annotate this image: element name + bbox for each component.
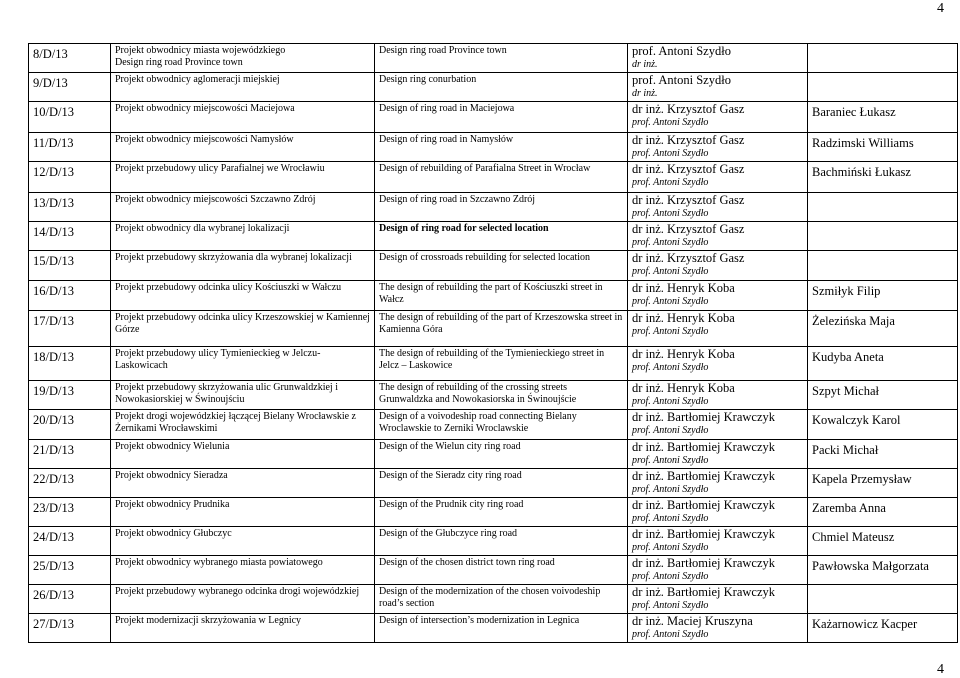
- supervisor-primary: dr inż. Bartłomiej Krawczyk: [632, 527, 776, 541]
- supervisor-primary: dr inż. Bartłomiej Krawczyk: [632, 498, 776, 512]
- table-row: [29, 193, 958, 222]
- topic-id: 12/D/13: [29, 162, 111, 193]
- topic-polish: Projekt przebudowy ulicy Tymienieckieg w Jelczu-Laskowicach: [111, 347, 375, 381]
- supervisor-secondary: prof. Antoni Szydło: [632, 208, 709, 219]
- student-name: [808, 585, 958, 614]
- topic-id: 13/D/13: [29, 193, 111, 222]
- topic-english: Design of ring road in Namysłów: [375, 133, 628, 162]
- student-name: [808, 44, 958, 73]
- supervisor-secondary: prof. Antoni Szydło: [632, 600, 709, 611]
- supervisor-primary: dr inż. Krzysztof Gasz: [632, 133, 745, 147]
- topic-english: Design of the Prudnik city ring road: [375, 498, 628, 527]
- supervisor-primary: dr inż. Henryk Koba: [632, 347, 735, 361]
- topic-english: Design of ring road for selected location: [375, 222, 628, 251]
- table-row: [29, 527, 958, 556]
- table-row: [29, 410, 958, 440]
- supervisors: [628, 410, 808, 440]
- supervisor-primary: dr inż. Bartłomiej Krawczyk: [632, 440, 776, 454]
- table-row: [29, 381, 958, 410]
- supervisor-secondary: prof. Antoni Szydło: [632, 266, 709, 277]
- supervisor-primary: dr inż. Krzysztof Gasz: [632, 251, 745, 265]
- topic-english: Design of ring road in Szczawno Zdrój: [375, 193, 628, 222]
- topic-polish: Projekt obwodnicy miejscowości Szczawno Zdrój: [111, 193, 375, 222]
- topic-english: The design of rebuilding of the crossing streets Grunwaldzka and Nowokasiorska in Świnoujście: [375, 381, 628, 410]
- supervisor-primary: dr inż. Bartłomiej Krawczyk: [632, 556, 776, 570]
- supervisor-secondary: prof. Antoni Szydło: [632, 513, 709, 524]
- table-row: [29, 222, 958, 251]
- supervisor-secondary: prof. Antoni Szydło: [632, 425, 709, 436]
- student-name: Kudyba Aneta: [808, 347, 958, 381]
- table-row: [29, 347, 958, 381]
- student-name: Szmiłyk Filip: [808, 281, 958, 311]
- topic-english: Design of the Sieradz city ring road: [375, 469, 628, 498]
- table-row: [29, 162, 958, 193]
- topic-id: 23/D/13: [29, 498, 111, 527]
- topic-polish: Projekt obwodnicy miasta wojewódzkiego Design ring road Province town: [111, 44, 375, 73]
- supervisors: [628, 193, 808, 222]
- topic-id: 20/D/13: [29, 410, 111, 440]
- topic-polish: Projekt drogi wojewódzkiej łączącej Bielany Wrocławskie z Żernikami Wrocławskimi: [111, 410, 375, 440]
- table-row: [29, 614, 958, 643]
- supervisor-primary: dr inż. Henryk Koba: [632, 311, 735, 325]
- student-name: Chmiel Mateusz: [808, 527, 958, 556]
- table-row: [29, 585, 958, 614]
- supervisors: [628, 585, 808, 614]
- table-row: [29, 556, 958, 585]
- topic-polish: Projekt przebudowy odcinka ulicy Kościuszki w Wałczu: [111, 281, 375, 311]
- supervisor-secondary: prof. Antoni Szydło: [632, 542, 709, 553]
- topic-polish: Projekt obwodnicy Głubczyc: [111, 527, 375, 556]
- supervisor-secondary: prof. Antoni Szydło: [632, 484, 709, 495]
- supervisor-secondary: prof. Antoni Szydło: [632, 326, 709, 337]
- table-row: [29, 251, 958, 281]
- table-row: [29, 281, 958, 311]
- topic-id: 15/D/13: [29, 251, 111, 281]
- table-row: [29, 133, 958, 162]
- supervisors: [628, 102, 808, 133]
- topic-english: Design of crossroads rebuilding for selected location: [375, 251, 628, 281]
- student-name: [808, 193, 958, 222]
- table-row: [29, 498, 958, 527]
- supervisor-secondary: prof. Antoni Szydło: [632, 396, 709, 407]
- table-row: [29, 440, 958, 469]
- supervisor-secondary: dr inż.: [632, 59, 658, 70]
- student-name: Kowalczyk Karol: [808, 410, 958, 440]
- topic-english: Design of the Głubczyce ring road: [375, 527, 628, 556]
- supervisor-secondary: prof. Antoni Szydło: [632, 362, 709, 373]
- supervisors: [628, 527, 808, 556]
- topic-polish: Projekt modernizacji skrzyżowania w Legnicy: [111, 614, 375, 643]
- student-name: [808, 73, 958, 102]
- student-name: Zaremba Anna: [808, 498, 958, 527]
- supervisor-primary: dr inż. Krzysztof Gasz: [632, 102, 745, 116]
- topic-english: The design of rebuilding of the Tymienieckiego street in Jelcz – Laskowice: [375, 347, 628, 381]
- supervisor-secondary: prof. Antoni Szydło: [632, 117, 709, 128]
- topic-polish: Projekt przebudowy odcinka ulicy Krzeszowskiej w Kamiennej Górze: [111, 311, 375, 347]
- topic-id: 10/D/13: [29, 102, 111, 133]
- supervisors: [628, 251, 808, 281]
- supervisor-secondary: prof. Antoni Szydło: [632, 177, 709, 188]
- topic-id: 21/D/13: [29, 440, 111, 469]
- topic-polish: Projekt przebudowy skrzyżowania ulic Grunwaldzkiej i Nowokasiorskiej w Świnoujściu: [111, 381, 375, 410]
- supervisors: [628, 311, 808, 347]
- supervisor-secondary: prof. Antoni Szydło: [632, 571, 709, 582]
- topic-polish: Projekt przebudowy wybranego odcinka drogi wojewódzkiej: [111, 585, 375, 614]
- table-row: [29, 469, 958, 498]
- topic-polish: Projekt obwodnicy dla wybranej lokalizacji: [111, 222, 375, 251]
- topic-id: 19/D/13: [29, 381, 111, 410]
- supervisor-primary: dr inż. Henryk Koba: [632, 281, 735, 295]
- topic-english: Design of ring road in Maciejowa: [375, 102, 628, 133]
- topic-id: 16/D/13: [29, 281, 111, 311]
- topic-polish: Projekt przebudowy ulicy Parafialnej we Wrocławiu: [111, 162, 375, 193]
- thesis-topics-table: [28, 43, 958, 643]
- student-name: Żelezińska Maja: [808, 311, 958, 347]
- supervisor-primary: prof. Antoni Szydło: [632, 44, 731, 58]
- topic-english: Design of the chosen district town ring road: [375, 556, 628, 585]
- student-name: [808, 251, 958, 281]
- topic-english: Design of the Wielun city ring road: [375, 440, 628, 469]
- page-number-top: 4: [937, 1, 944, 16]
- supervisors: [628, 222, 808, 251]
- supervisor-primary: dr inż. Bartłomiej Krawczyk: [632, 410, 776, 424]
- topic-id: 8/D/13: [29, 44, 111, 73]
- supervisors: [628, 281, 808, 311]
- table-row: [29, 102, 958, 133]
- supervisors: [628, 440, 808, 469]
- supervisor-secondary: dr inż.: [632, 88, 658, 99]
- topic-polish: Projekt obwodnicy wybranego miasta powiatowego: [111, 556, 375, 585]
- page-number-bottom: 4: [937, 662, 944, 677]
- supervisors: [628, 469, 808, 498]
- table-row: [29, 311, 958, 347]
- supervisor-secondary: prof. Antoni Szydło: [632, 455, 709, 466]
- supervisor-primary: dr inż. Henryk Koba: [632, 381, 735, 395]
- student-name: [808, 222, 958, 251]
- topic-english: Design of intersection’s modernization in Legnica: [375, 614, 628, 643]
- topic-english: Design ring conurbation: [375, 73, 628, 102]
- topic-polish: Projekt obwodnicy Wielunia: [111, 440, 375, 469]
- supervisor-primary: dr inż. Krzysztof Gasz: [632, 162, 745, 176]
- supervisor-secondary: prof. Antoni Szydło: [632, 296, 709, 307]
- supervisor-secondary: prof. Antoni Szydło: [632, 148, 709, 159]
- supervisor-primary: dr inż. Bartłomiej Krawczyk: [632, 469, 776, 483]
- topic-english: Design of the modernization of the chosen voivodeship road’s section: [375, 585, 628, 614]
- topic-id: 17/D/13: [29, 311, 111, 347]
- topic-english: Design ring road Province town: [375, 44, 628, 73]
- supervisors: [628, 44, 808, 73]
- topic-polish: Projekt przebudowy skrzyżowania dla wybranej lokalizacji: [111, 251, 375, 281]
- supervisor-primary: dr inż. Krzysztof Gasz: [632, 193, 745, 207]
- table-row: [29, 44, 958, 73]
- topic-english: The design of rebuilding the part of Kościuszki street in Wałcz: [375, 281, 628, 311]
- topic-polish: Projekt obwodnicy miejscowości Maciejowa: [111, 102, 375, 133]
- topic-id: 26/D/13: [29, 585, 111, 614]
- topic-id: 27/D/13: [29, 614, 111, 643]
- topic-polish: Projekt obwodnicy Sieradza: [111, 469, 375, 498]
- topic-polish: Projekt obwodnicy Prudnika: [111, 498, 375, 527]
- table-row: [29, 73, 958, 102]
- topic-id: 11/D/13: [29, 133, 111, 162]
- topic-id: 14/D/13: [29, 222, 111, 251]
- supervisors: [628, 162, 808, 193]
- supervisor-primary: prof. Antoni Szydło: [632, 73, 731, 87]
- supervisor-primary: dr inż. Bartłomiej Krawczyk: [632, 585, 776, 599]
- topic-english: Design of rebuilding of Parafialna Street in Wrocław: [375, 162, 628, 193]
- student-name: Kapela Przemysław: [808, 469, 958, 498]
- student-name: Radzimski Williams: [808, 133, 958, 162]
- student-name: Packi Michał: [808, 440, 958, 469]
- student-name: Każarnowicz Kacper: [808, 614, 958, 643]
- student-name: Pawłowska Małgorzata: [808, 556, 958, 585]
- supervisor-primary: dr inż. Maciej Kruszyna: [632, 614, 753, 628]
- supervisors: [628, 498, 808, 527]
- supervisors: [628, 614, 808, 643]
- student-name: Baraniec Łukasz: [808, 102, 958, 133]
- supervisor-secondary: prof. Antoni Szydło: [632, 629, 709, 640]
- topic-id: 9/D/13: [29, 73, 111, 102]
- student-name: Szpyt Michał: [808, 381, 958, 410]
- topic-polish: Projekt obwodnicy aglomeracji miejskiej: [111, 73, 375, 102]
- supervisor-secondary: prof. Antoni Szydło: [632, 237, 709, 248]
- topic-english: Design of a voivodeship road connecting Bielany Wroclawskie to Zerniki Wroclawskie: [375, 410, 628, 440]
- topic-id: 25/D/13: [29, 556, 111, 585]
- supervisors: [628, 381, 808, 410]
- supervisor-primary: dr inż. Krzysztof Gasz: [632, 222, 745, 236]
- supervisors: [628, 347, 808, 381]
- topic-english: The design of rebuilding of the part of Krzeszowska street in Kamienna Góra: [375, 311, 628, 347]
- supervisors: [628, 556, 808, 585]
- topic-polish: Projekt obwodnicy miejscowości Namysłów: [111, 133, 375, 162]
- topic-id: 24/D/13: [29, 527, 111, 556]
- topic-id: 22/D/13: [29, 469, 111, 498]
- topic-id: 18/D/13: [29, 347, 111, 381]
- student-name: Bachmiński Łukasz: [808, 162, 958, 193]
- supervisors: [628, 133, 808, 162]
- supervisors: [628, 73, 808, 102]
